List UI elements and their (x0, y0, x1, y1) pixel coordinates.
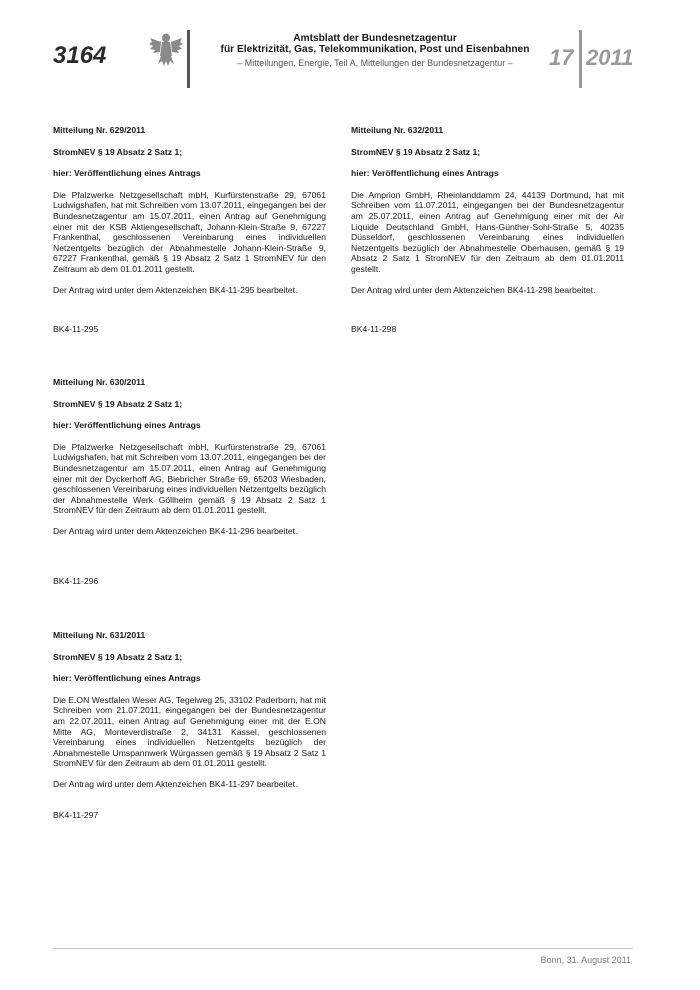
federal-eagle-icon (148, 30, 184, 68)
gazette-title-line1: Amtsblatt der Bundesnetzagentur (293, 33, 457, 44)
notice-title: Mitteilung Nr. 632/2011 (351, 125, 444, 135)
notice-closing: Der Antrag wird unter dem Aktenzeichen BK4-11-295 bearbeitet. (53, 284, 298, 295)
notice-law: StromNEV § 19 Absatz 2 Satz 1; (53, 651, 183, 662)
notice-subject: hier: Veröffentlichung eines Antrags (53, 673, 201, 684)
notice-title: Mitteilung Nr. 631/2011 (53, 630, 146, 640)
notice-reference: BK4-11-295 (53, 324, 99, 334)
notice-629 (53, 125, 326, 295)
notice-632 (351, 125, 624, 295)
notice-law: StromNEV § 19 Absatz 2 Satz 1; (351, 146, 481, 157)
notice-subject: hier: Veröffentlichung eines Antrags (53, 420, 201, 431)
notice-law: StromNEV § 19 Absatz 2 Satz 1; (53, 398, 183, 409)
notice-reference: BK4-11-298 (351, 324, 397, 334)
issue-divider (579, 30, 582, 88)
notice-subject: hier: Veröffentlichung eines Antrags (351, 168, 499, 179)
notice-body: Die Pfalzwerke Netzgesellschaft mbH, Kurfürstenstraße 29, 67061 Ludwigshafen, hat mit Schreiben vom 13.07.2011, eingegangen bei der Bundesnetzagentur am 15.07.2011, einen Antrag auf Genehmigung einer mit der Dyckerhoff AG, Biebricher Straße 69, 65203 Wiesbaden, geschlossenen Vereinbarung eines individuellen Netzentgelts bezüglich der Abnahmestelle Werk Göllheim gemäß § 19 Absatz 2 Satz 1 StromNEV für den Zeitraum ab dem 01.01.2011 gestellt. (53, 441, 326, 516)
notice-closing: Der Antrag wird unter dem Aktenzeichen BK4-11-297 bearbeitet. (53, 778, 298, 789)
gazette-subtitle: – Mitteilungen, Energie, Teil A, Mitteilungen der Bundesnetzagentur – (237, 58, 513, 68)
notice-630 (53, 377, 326, 537)
issue-year: 2011 (586, 45, 634, 70)
notice-reference: BK4-11-297 (53, 810, 99, 820)
notice-reference: BK4-11-296 (53, 576, 99, 586)
notice-closing: Der Antrag wird unter dem Aktenzeichen BK4-11-298 bearbeitet. (351, 284, 596, 295)
notice-subject: hier: Veröffentlichung eines Antrags (53, 168, 201, 179)
notice-body: Die Amprion GmbH, Rheinlanddamm 24, 44139 Dortmund, hat mit Schreiben vom 11.07.2011, eingegangen bei der Bundesnetzagentur am 25.07.2011, einen Antrag auf Genehmigung einer mit der Air Liquide Deutschland GmbH, Hans-Günther-Sohl-Straße 5, 40235 Düsseldorf, geschlossenen Vereinbarung eines individuellen Netzentgelts bezüglich der Abnahmestelle Oberhausen, gemäß § 19 Absatz 2 Satz 1 StromNEV für den Zeitraum ab dem 01.01.2011 gestellt. (351, 189, 624, 274)
notice-body: Die Pfalzwerke Netzgesellschaft mbH, Kurfürstenstraße 29, 67061 Ludwigshafen, hat mit Schreiben vom 13.07.2011, eingegangen bei der Bundesnetzagentur am 15.07.2011, einen Antrag auf Genehmigung einer mit der KSB Aktiengesellschaft, Johann-Klein-Straße 9, 67227 Frankenthal, geschlossenen Vereinbarung eines individuellen Netzentgelts bezüglich der Abnahmestelle Johann-Klein-Straße 9, 67227 Frankenthal, gemäß § 19 Absatz 2 Satz 1 StromNEV für den Zeitraum ab dem 01.01.2011 gestellt. (53, 189, 326, 274)
gazette-title-line2: für Elektrizität, Gas, Telekommunikation, Post und Eisenbahnen (220, 44, 530, 55)
issue-number: 17 (549, 45, 574, 70)
notice-closing: Der Antrag wird unter dem Aktenzeichen BK4-11-296 bearbeitet. (53, 525, 298, 536)
notice-title: Mitteilung Nr. 629/2011 (53, 125, 146, 135)
notice-title: Mitteilung Nr. 630/2011 (53, 377, 146, 387)
footer-divider (53, 948, 633, 949)
notice-law: StromNEV § 19 Absatz 2 Satz 1; (53, 146, 183, 157)
gazette-title (190, 33, 560, 55)
notice-631 (53, 630, 326, 790)
notice-body: Die E.ON Westfalen Weser AG, Tegelweg 25, 33102 Paderborn, hat mit Schreiben vom 21.07.2011, eingegangen bei der Bundesnetzagentur am 22.07.2011, einen Antrag auf Genehmigung einer mit der E.ON Mitte AG, Monteverdistraße 2, 34131 Kassel, geschlossenen Vereinbarung eines individuellen Netzentgelts bezüglich der Abnahmestelle Umspannwerk Würgassen gemäß § 19 Absatz 2 Satz 1 StromNEV für den Zeitraum ab dem 01.01.2011 gestellt. (53, 694, 326, 769)
footer-date: Bonn, 31. August 2011 (540, 955, 631, 965)
page-number: 3164 (53, 42, 107, 69)
